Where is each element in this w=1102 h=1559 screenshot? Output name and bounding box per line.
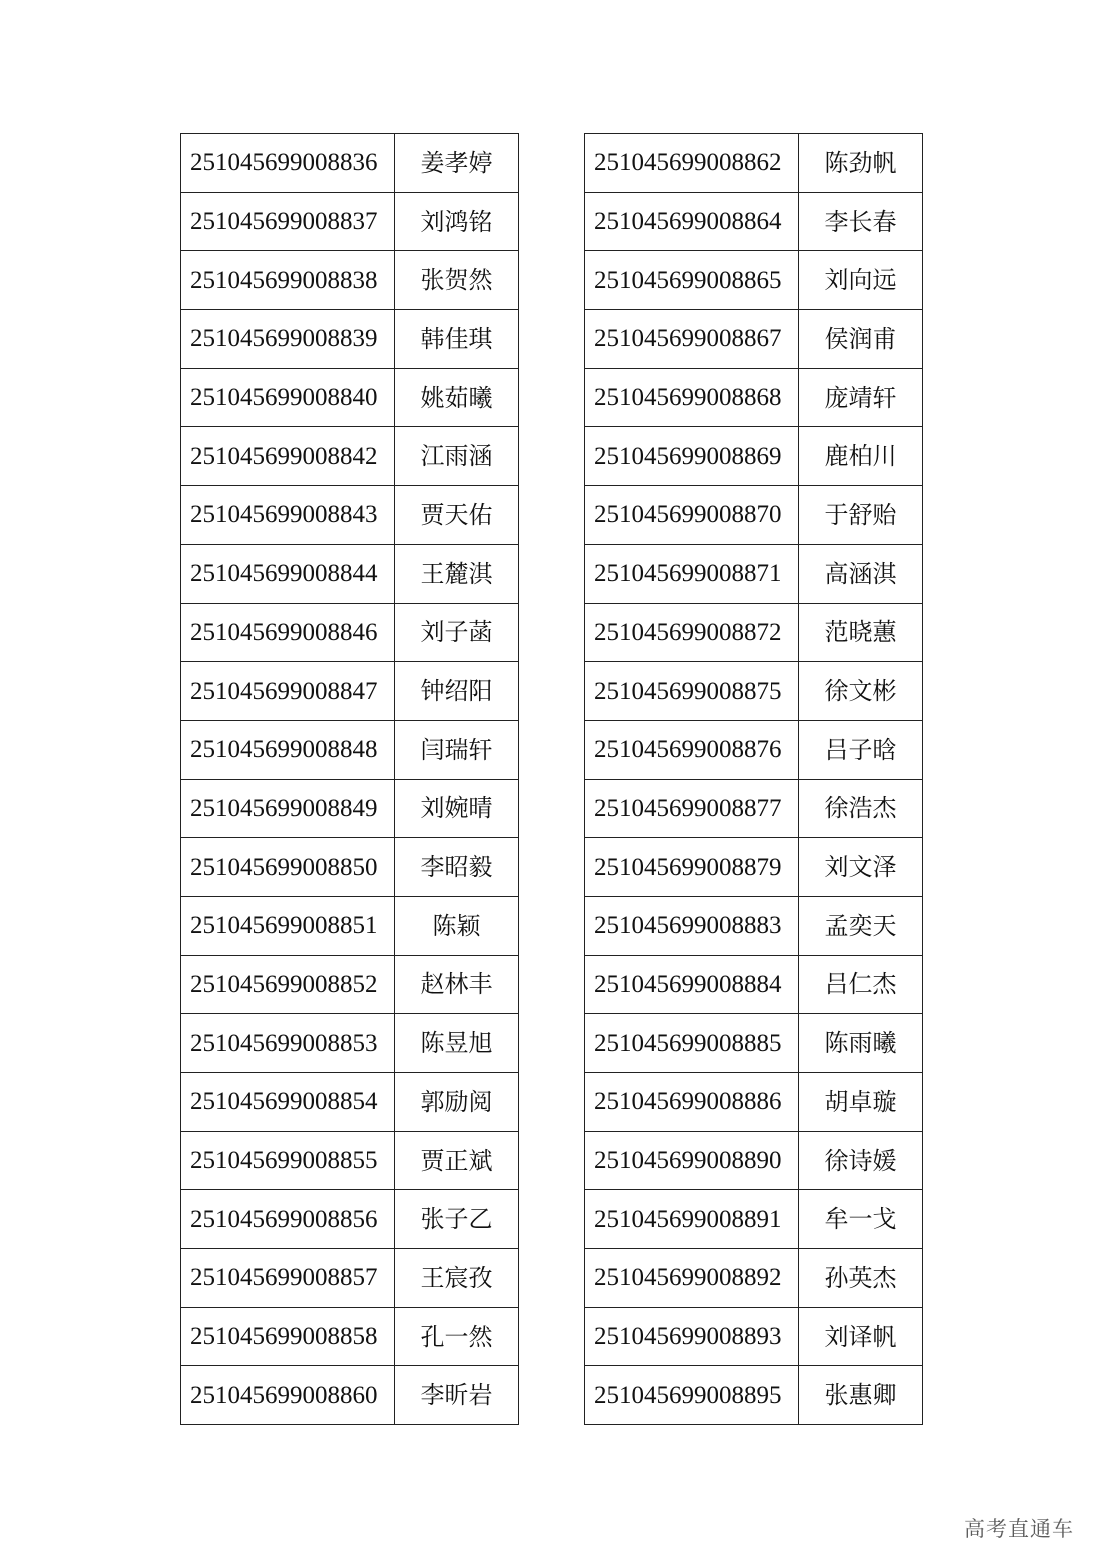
- table-row: [181, 544, 519, 603]
- candidate-name-cell: 王麓淇: [395, 544, 519, 603]
- candidate-name-cell: 陈雨曦: [799, 1014, 923, 1073]
- table-row: [181, 779, 519, 838]
- table-row: [585, 896, 923, 955]
- table-row: [181, 896, 519, 955]
- candidate-id-cell: 251045699008855: [181, 1131, 395, 1190]
- candidate-id-cell: 251045699008858: [181, 1307, 395, 1366]
- candidate-name-cell: 张贺然: [395, 251, 519, 310]
- candidate-id-cell: 251045699008847: [181, 662, 395, 721]
- candidate-name-cell: 孙英杰: [799, 1249, 923, 1308]
- candidate-id-cell: 251045699008849: [181, 779, 395, 838]
- candidate-id-cell: 251045699008864: [585, 192, 799, 251]
- table-row: [585, 134, 923, 193]
- table-row: [181, 1249, 519, 1308]
- candidate-id-cell: 251045699008875: [585, 662, 799, 721]
- candidate-name-cell: 贾正斌: [395, 1131, 519, 1190]
- candidate-id-cell: 251045699008839: [181, 310, 395, 369]
- table-row: [585, 251, 923, 310]
- table-row: [181, 368, 519, 427]
- candidate-id-cell: 251045699008862: [585, 134, 799, 193]
- table-row: [585, 662, 923, 721]
- candidate-id-cell: 251045699008883: [585, 896, 799, 955]
- candidate-name-cell: 刘鸿铭: [395, 192, 519, 251]
- candidate-name-cell: 庞靖轩: [799, 368, 923, 427]
- table-row: [181, 1014, 519, 1073]
- candidate-id-cell: 251045699008840: [181, 368, 395, 427]
- roster-table-left-body: [181, 134, 519, 1425]
- candidate-id-cell: 251045699008892: [585, 1249, 799, 1308]
- candidate-name-cell: 刘译帆: [799, 1307, 923, 1366]
- table-row: [181, 192, 519, 251]
- table-row: [585, 1073, 923, 1132]
- candidate-name-cell: 范晓蕙: [799, 603, 923, 662]
- table-row: [585, 1249, 923, 1308]
- candidate-name-cell: 侯润甫: [799, 310, 923, 369]
- candidate-name-cell: 李昕岩: [395, 1366, 519, 1425]
- candidate-name-cell: 胡卓璇: [799, 1073, 923, 1132]
- candidate-name-cell: 王宸孜: [395, 1249, 519, 1308]
- candidate-id-cell: 251045699008885: [585, 1014, 799, 1073]
- table-row: [585, 486, 923, 545]
- candidate-name-cell: 孔一然: [395, 1307, 519, 1366]
- candidate-id-cell: 251045699008837: [181, 192, 395, 251]
- candidate-id-cell: 251045699008877: [585, 779, 799, 838]
- candidate-id-cell: 251045699008854: [181, 1073, 395, 1132]
- candidate-id-cell: 251045699008870: [585, 486, 799, 545]
- candidate-id-cell: 251045699008860: [181, 1366, 395, 1425]
- candidate-name-cell: 姜孝婷: [395, 134, 519, 193]
- candidate-name-cell: 姚茹曦: [395, 368, 519, 427]
- candidate-name-cell: 郭励阅: [395, 1073, 519, 1132]
- candidate-id-cell: 251045699008852: [181, 955, 395, 1014]
- candidate-id-cell: 251045699008836: [181, 134, 395, 193]
- candidate-name-cell: 陈昱旭: [395, 1014, 519, 1073]
- table-row: [181, 838, 519, 897]
- table-row: [585, 603, 923, 662]
- table-row: [585, 192, 923, 251]
- candidate-name-cell: 吕仁杰: [799, 955, 923, 1014]
- candidate-id-cell: 251045699008843: [181, 486, 395, 545]
- candidate-name-cell: 韩佳琪: [395, 310, 519, 369]
- table-row: [585, 838, 923, 897]
- candidate-id-cell: 251045699008869: [585, 427, 799, 486]
- candidate-name-cell: 刘婉晴: [395, 779, 519, 838]
- candidate-name-cell: 闫瑞轩: [395, 720, 519, 779]
- candidate-name-cell: 陈颖: [395, 896, 519, 955]
- candidate-id-cell: 251045699008865: [585, 251, 799, 310]
- candidate-id-cell: 251045699008851: [181, 896, 395, 955]
- table-row: [585, 310, 923, 369]
- candidate-name-cell: 吕子晗: [799, 720, 923, 779]
- candidate-name-cell: 鹿柏川: [799, 427, 923, 486]
- table-row: [181, 720, 519, 779]
- table-row: [585, 1307, 923, 1366]
- table-row: [585, 720, 923, 779]
- table-row: [181, 310, 519, 369]
- candidate-id-cell: 251045699008857: [181, 1249, 395, 1308]
- table-row: [585, 1014, 923, 1073]
- table-row: [181, 1366, 519, 1425]
- candidate-id-cell: 251045699008868: [585, 368, 799, 427]
- candidate-id-cell: 251045699008871: [585, 544, 799, 603]
- table-row: [181, 1190, 519, 1249]
- candidate-id-cell: 251045699008844: [181, 544, 395, 603]
- roster-table-left: [180, 133, 519, 1425]
- candidate-id-cell: 251045699008853: [181, 1014, 395, 1073]
- candidate-id-cell: 251045699008876: [585, 720, 799, 779]
- candidate-name-cell: 徐诗媛: [799, 1131, 923, 1190]
- candidate-name-cell: 陈劲帆: [799, 134, 923, 193]
- roster-table-right-body: [585, 134, 923, 1425]
- candidate-name-cell: 赵林丰: [395, 955, 519, 1014]
- candidate-name-cell: 李昭毅: [395, 838, 519, 897]
- table-row: [585, 955, 923, 1014]
- table-row: [585, 1190, 923, 1249]
- candidate-id-cell: 251045699008856: [181, 1190, 395, 1249]
- candidate-name-cell: 钟绍阳: [395, 662, 519, 721]
- table-row: [585, 1131, 923, 1190]
- table-row: [181, 134, 519, 193]
- candidate-id-cell: 251045699008848: [181, 720, 395, 779]
- candidate-name-cell: 刘文泽: [799, 838, 923, 897]
- table-row: [585, 779, 923, 838]
- table-row: [181, 251, 519, 310]
- candidate-id-cell: 251045699008886: [585, 1073, 799, 1132]
- watermark-text: 高考直通车: [964, 1517, 1074, 1541]
- candidate-id-cell: 251045699008872: [585, 603, 799, 662]
- candidate-name-cell: 孟奕天: [799, 896, 923, 955]
- candidate-name-cell: 刘向远: [799, 251, 923, 310]
- candidate-name-cell: 高涵淇: [799, 544, 923, 603]
- candidate-id-cell: 251045699008838: [181, 251, 395, 310]
- roster-table-right: [584, 133, 923, 1425]
- candidate-id-cell: 251045699008867: [585, 310, 799, 369]
- candidate-id-cell: 251045699008890: [585, 1131, 799, 1190]
- table-row: [181, 1131, 519, 1190]
- table-row: [585, 544, 923, 603]
- table-row: [585, 1366, 923, 1425]
- candidate-name-cell: 江雨涵: [395, 427, 519, 486]
- table-row: [181, 1073, 519, 1132]
- candidate-id-cell: 251045699008850: [181, 838, 395, 897]
- candidate-name-cell: 徐浩杰: [799, 779, 923, 838]
- candidate-id-cell: 251045699008842: [181, 427, 395, 486]
- candidate-name-cell: 刘子菡: [395, 603, 519, 662]
- table-row: [181, 662, 519, 721]
- table-row: [181, 1307, 519, 1366]
- candidate-name-cell: 牟一戈: [799, 1190, 923, 1249]
- candidate-name-cell: 张惠卿: [799, 1366, 923, 1425]
- candidate-name-cell: 徐文彬: [799, 662, 923, 721]
- candidate-name-cell: 李长春: [799, 192, 923, 251]
- candidate-id-cell: 251045699008879: [585, 838, 799, 897]
- candidate-id-cell: 251045699008846: [181, 603, 395, 662]
- table-row: [181, 486, 519, 545]
- table-row: [585, 427, 923, 486]
- candidate-id-cell: 251045699008893: [585, 1307, 799, 1366]
- candidate-id-cell: 251045699008895: [585, 1366, 799, 1425]
- candidate-name-cell: 于舒贻: [799, 486, 923, 545]
- table-row: [585, 368, 923, 427]
- table-row: [181, 955, 519, 1014]
- candidate-name-cell: 贾天佑: [395, 486, 519, 545]
- candidate-id-cell: 251045699008884: [585, 955, 799, 1014]
- candidate-id-cell: 251045699008891: [585, 1190, 799, 1249]
- table-row: [181, 427, 519, 486]
- table-row: [181, 603, 519, 662]
- candidate-name-cell: 张子乙: [395, 1190, 519, 1249]
